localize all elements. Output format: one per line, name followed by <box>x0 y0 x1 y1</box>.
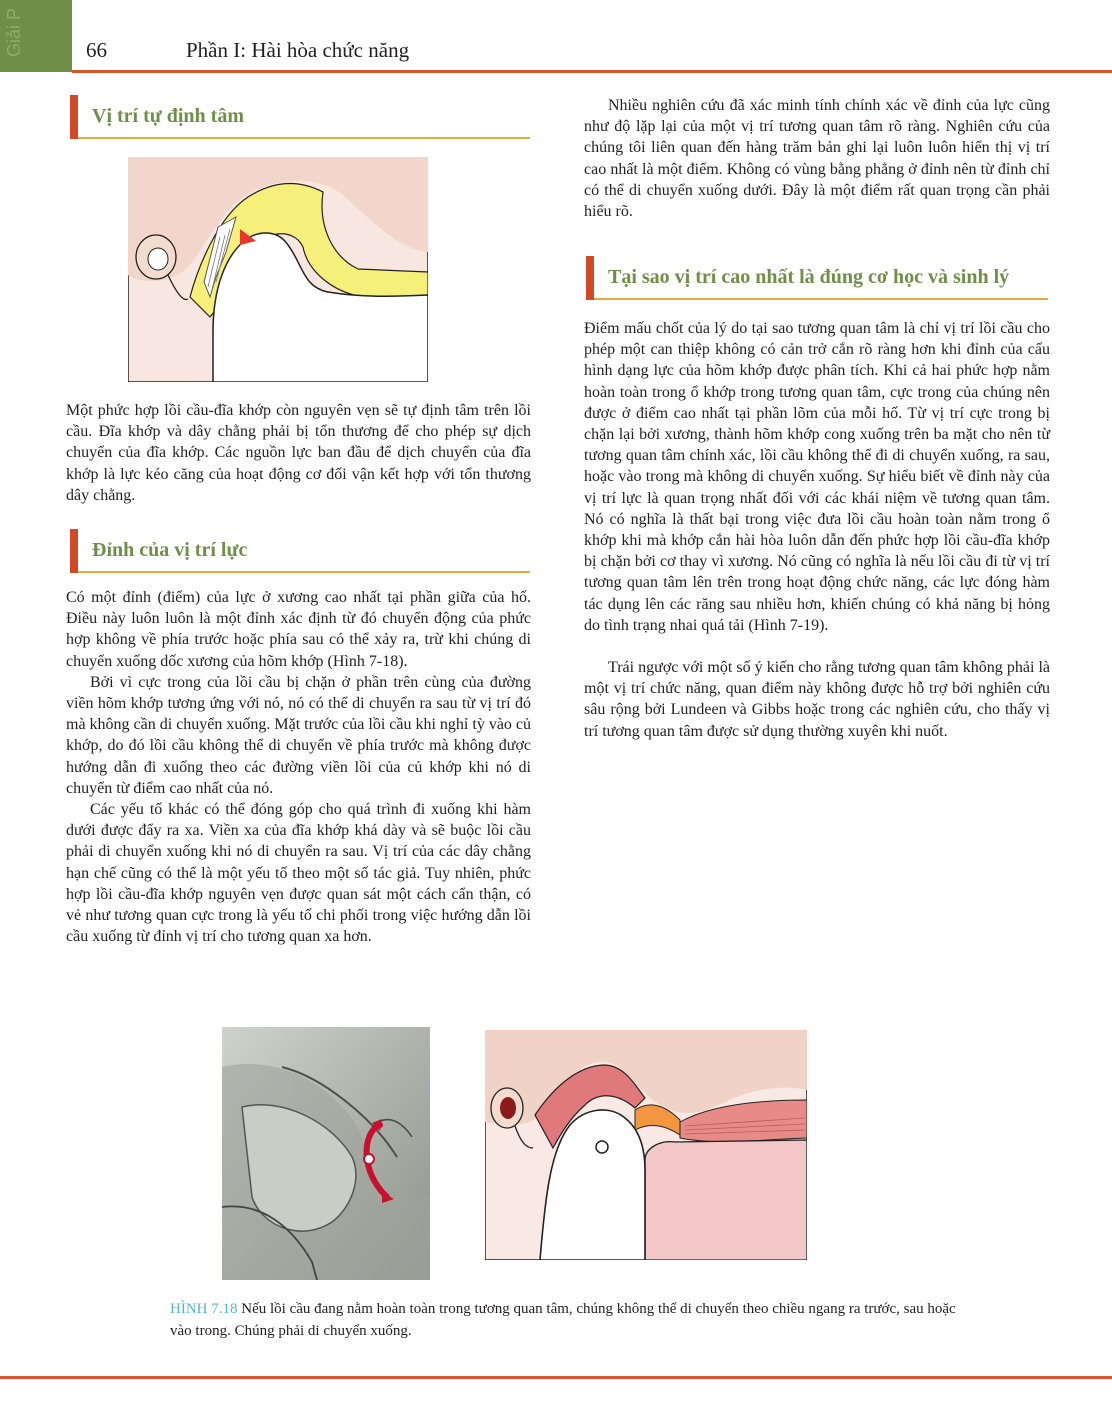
chapter-tab <box>0 0 72 72</box>
chapter-tab-text: Giải P <box>4 8 24 58</box>
paragraph: Một phức hợp lồi cầu-đĩa khớp còn nguyên vẹn sẽ tự định tâm trên lồi cầu. Đĩa khớp và dây chằng phải bị tổn thương để cho phép sự dịch chuyển của đĩa khớp. Các nguồn lực ban đầu để dịch chuyển của đĩa khớp là lực kéo căng của hoạt động cơ đối vận kết hợp với tổn thương dây chằng. <box>66 402 531 504</box>
heading-why-highest <box>586 256 1048 300</box>
condyle-disc-illustration <box>128 157 428 382</box>
radiograph-image <box>222 1027 430 1280</box>
paragraph: Trái ngược với một số ý kiến cho rằng tương quan tâm không phải là một vị trí chức năng, quan điểm này không được hỗ trợ bởi nghiên cứu sâu rộng bởi Lundeen và Gibbs hoặc trong các nghiên cứu, cho thấy vị trí tương quan tâm được sử dụng thường xuyên khi nuốt. <box>584 659 1050 740</box>
heading-self-centering <box>70 95 530 139</box>
paragraph: Nhiều nghiên cứu đã xác minh tính chính xác về đỉnh của lực cũng như độ lặp lại của một vị trí tương quan tâm rõ ràng. Nghiên cứu của chúng tôi liên quan đến hàng trăm bản ghi lại luôn luôn hiển thị vị trí cao nhất là một điểm. Không có vùng bằng phẳng ở đỉnh nên từ đỉnh chỉ có thể di chuyển xuống dưới. Đây là một điểm rất quan trọng cần phải hiểu rõ. <box>584 97 1050 221</box>
body-left-self-centering <box>66 400 531 506</box>
body-left-force-apex <box>66 587 531 947</box>
heading-title: Tại sao vị trí cao nhất là đúng cơ học và sinh lý <box>608 266 1010 288</box>
figure-label: HÌNH 7.18 <box>170 1301 238 1317</box>
figure-caption-text: Nếu lồi cầu đang nằm hoàn toàn trong tương quan tâm, chúng không thể di chuyển theo chiều ngang ra trước, sau hoặc vào trong. Chúng phải di chuyển xuống. <box>170 1301 956 1339</box>
body-right-intro <box>584 95 1050 222</box>
paragraph: Các yếu tố khác có thể đóng góp cho quá trình đi xuống khi hàm dưới được đẩy ra xa. Viền xa của đĩa khớp khá dày và sẽ buộc lồi cầu phải di chuyển xuống khi nó di chuyển ra sau. Vị trí của các dây chằng hạn chế cũng có thể là một yếu tố theo một số tác giả. Tuy nhiên, phức hợp lồi cầu-đĩa khớp nguyên vẹn được quan sát một cách cẩn thận, có vẻ như tương quan cực trong là yếu tố chi phối trong việc hướng dẫn lồi cầu xuống từ đỉnh vị trí cho tương quan xa hơn. <box>66 801 531 946</box>
joint-diagram <box>485 1030 807 1260</box>
body-right-why-highest <box>584 318 1050 742</box>
paragraph: Có một đỉnh (điểm) của lực ở xương cao nhất tại phần giữa của hố. Điều này luôn luôn là một đỉnh xác định từ đó chuyển động của phức hợp không về phía trước hoặc phía sau có thể xảy ra, trừ khi chúng di chuyển xuống dốc xương của hõm khớp (Hình 7-18). <box>66 589 531 670</box>
paragraph: Bởi vì cực trong của lồi cầu bị chặn ở phần trên cùng của đường viền hõm khớp tương ứng với nó, nó có thể di chuyển ra sau từ vị trí đó mà không cần di chuyển xuống. Mặt trước của lồi cầu khi nghỉ tỳ vào củ khớp, do đó lồi cầu không thể di chuyển về phía trước mà không được hướng dẫn đi xuống theo các đường viền lồi của củ khớp khi nó di chuyển từ điểm cao nhất của nó. <box>66 673 532 797</box>
running-head: Phần I: Hài hòa chức năng <box>186 38 410 62</box>
heading-force-apex <box>70 529 530 573</box>
figure-caption <box>170 1298 960 1342</box>
page-number: 66 <box>86 38 107 62</box>
paragraph: Điểm mấu chốt của lý do tại sao tương quan tâm là chỉ vị trí lồi cầu cho phép một can thiệp không có cản trở cắn rõ ràng hơn khi đỉnh của cấu hình dạng lực của hõm khớp được phân tích. Khi cả hai phức hợp nằm hoàn toàn trong ổ khớp trong tương quan tâm, cực trong của chúng nên được ở điểm cao nhất tại phần lõm của mỗi hố. Từ vị trí cực trong bị chặn lại bởi xương, thành hõm khớp cong xuống trên ba mặt cho nên từ tương quan tâm chính xác, lồi cầu không thể đi di chuyển xuống, ra sau, hoặc vào trong mà không di chuyển xuống. Sự hiểu biết về đỉnh này của vị trí lực là quan trọng nhất đối với các khái niệm về tương quan tâm. Nó có nghĩa là thất bại trong việc đưa lồi cầu hoàn toàn nằm trong ổ khớp khi mà khớp cắn hài hòa luôn dẫn đến phức hợp lồi cầu-đĩa khớp bị chặn bởi cơ thay vì xương. Nó cũng có nghĩa là nếu lồi cầu đi từ vị trí tương quan tâm lên trên trong hoạt động chức năng, các lực đóng hàm tác dụng lên các răng sau nhiều hơn, khiến chúng có khả năng bị hỏng do tình trạng nhai quá tải (Hình 7-19). <box>584 320 1050 634</box>
header-rule <box>72 70 1112 73</box>
heading-title: Đỉnh của vị trí lực <box>92 539 248 561</box>
heading-title: Vị trí tự định tâm <box>92 105 245 127</box>
footer-rule <box>0 1376 1112 1379</box>
